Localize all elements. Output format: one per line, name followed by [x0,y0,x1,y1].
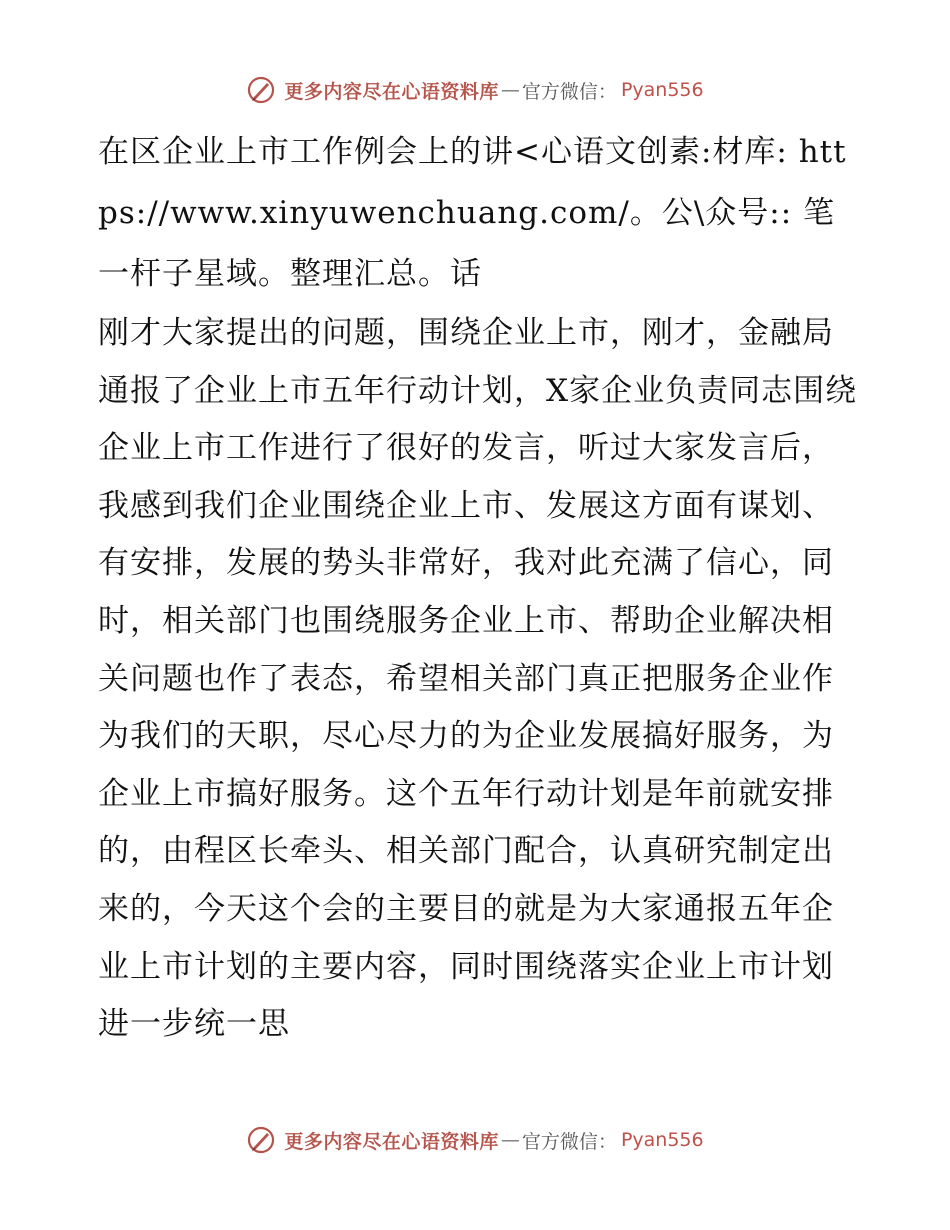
header-watermark-banner [0,72,950,108]
footer-watermark-banner [0,1122,950,1158]
quill-pen-logo-icon [246,1125,276,1155]
banner-official-label: 官方微信： [521,1130,617,1153]
banner-wechat-id: Pyan556 [620,1129,704,1151]
banner-separator: — [500,79,520,101]
document-title: 在区企业上市工作例会上的讲<心语文创素:材库: https://www.xinyuwenchuang.com/。公\众号:: 笔一杆子星域。整理汇总。话 [98,134,847,292]
banner-brand-text: 更多内容尽在心语资料库 [284,80,499,103]
quill-pen-logo-icon [246,75,276,105]
banner-separator: — [500,1129,520,1151]
banner-wechat-id: Pyan556 [620,79,704,101]
document-paragraph: 刚才大家提出的问题，围绕企业上市，刚才，金融局通报了企业上市五年行动计划，X家企业负责同志围绕企业上市工作进行了很好的发言，听过大家发言后，我感到我们企业围绕企业上市、发展这方面有谋划、有安排，发展的势头非常好，我对此充满了信心，同时，相关部门也围绕服务企业上市、帮助企业解决相关问题也作了表态，希望相关部门真正把服务企业作为我们的天职，尽心尽力的为企业发展搞好服务，为企业上市搞好服务。这个五年行动计划是年前就安排的，由程区长牵头、相关部门配合，认真研究制定出来的，今天这个会的主要目的就是为大家通报五年企业上市计划的主要内容，同时围绕落实企业上市计划进一步统一思 [98,315,858,1043]
banner-official-label: 官方微信： [521,80,617,103]
banner-brand-text: 更多内容尽在心语资料库 [284,1130,499,1153]
